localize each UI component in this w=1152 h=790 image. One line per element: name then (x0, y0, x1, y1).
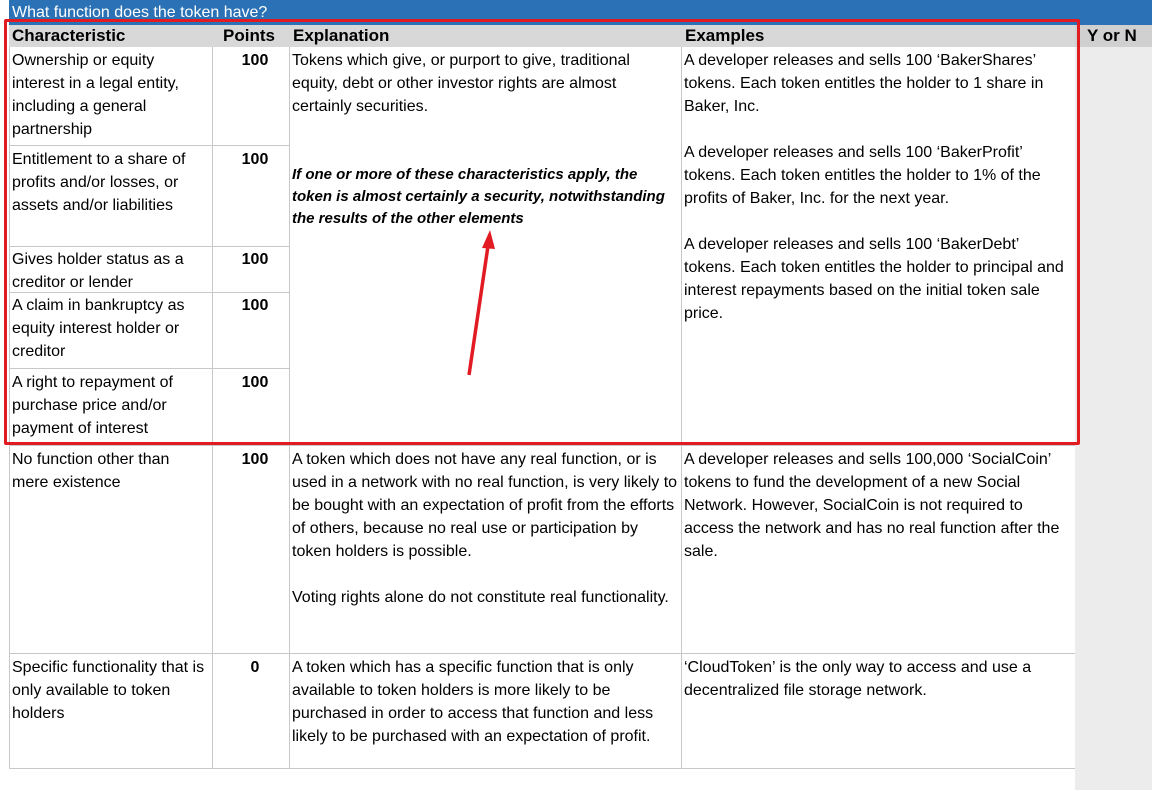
points-profits: 100 (241, 151, 269, 168)
voting-rights-note: Voting rights alone do not constitute real functionality. (292, 589, 669, 606)
points-specific-function: 0 (250, 659, 260, 676)
section-banner: What function does the token have? (9, 0, 1152, 25)
security-note: If one or more of these characteristics apply, the token is almost certainly a security, notwithstanding the results of the other elements (292, 166, 665, 227)
arrow-head (482, 230, 495, 249)
arrow-shaft (469, 246, 488, 375)
points-creditor: 100 (241, 251, 269, 268)
specific-function-example: ‘CloudToken’ is the only way to access and use a decentralized file storage network. (684, 659, 1032, 699)
header-explanation: Explanation (293, 26, 390, 45)
points-bankruptcy: 100 (241, 297, 269, 314)
example-bakershares: A developer releases and sells 100 ‘BakerShares’ tokens. Each token entitles the holder to 1 share in Baker, Inc. (684, 52, 1044, 115)
characteristic-repayment: A right to repayment of purchase price and/or payment of interest (12, 374, 173, 437)
header-characteristic: Characteristic (12, 26, 126, 45)
characteristic-creditor: Gives holder status as a creditor or lender (12, 251, 184, 291)
characteristic-specific-function: Specific functionality that is only available to token holders (12, 659, 205, 722)
header-y-or-n: Y or N (1087, 26, 1137, 45)
header-points: Points (223, 26, 275, 45)
points-no-function: 100 (241, 451, 269, 468)
security-explanation: Tokens which give, or purport to give, traditional equity, debt or other investor rights are almost certainly securities. (292, 52, 630, 115)
characteristic-ownership: Ownership or equity interest in a legal entity, including a general partnership (12, 52, 179, 138)
characteristic-no-function: No function other than mere existence (12, 451, 170, 491)
example-bakerdebt: A developer releases and sells 100 ‘BakerDebt’ tokens. Each token entitles the holder to principal and interest repayments based on the initial token sale price. (684, 236, 1064, 322)
specific-function-explanation: A token which has a specific function that is only available to token holders is more likely to be purchased in order to access that function and less likely to be purchased with an expectation of profit. (292, 659, 654, 745)
points-ownership: 100 (241, 52, 269, 69)
characteristic-bankruptcy: A claim in bankruptcy as equity interest holder or creditor (12, 297, 185, 360)
example-bakerprofit: A developer releases and sells 100 ‘BakerProfit’ tokens. Each token entitles the holder to 1% of the profits of Baker, Inc. for the next year. (684, 144, 1041, 207)
characteristic-profits: Entitlement to a share of profits and/or losses, or assets and/or liabilities (12, 151, 186, 214)
points-repayment: 100 (241, 374, 269, 391)
no-function-explanation-text: A token which does not have any real function, or is used in a network with no real function, is very likely to be bought with an expectation of profit from the efforts of others, because no real use or participation by token holders is possible. (292, 451, 678, 560)
no-function-example: A developer releases and sells 100,000 ‘SocialCoin’ tokens to fund the development of a new Social Network. However, SocialCoin is not required to access the network and has no real function after the sale. (684, 451, 1060, 560)
header-examples: Examples (685, 26, 765, 45)
